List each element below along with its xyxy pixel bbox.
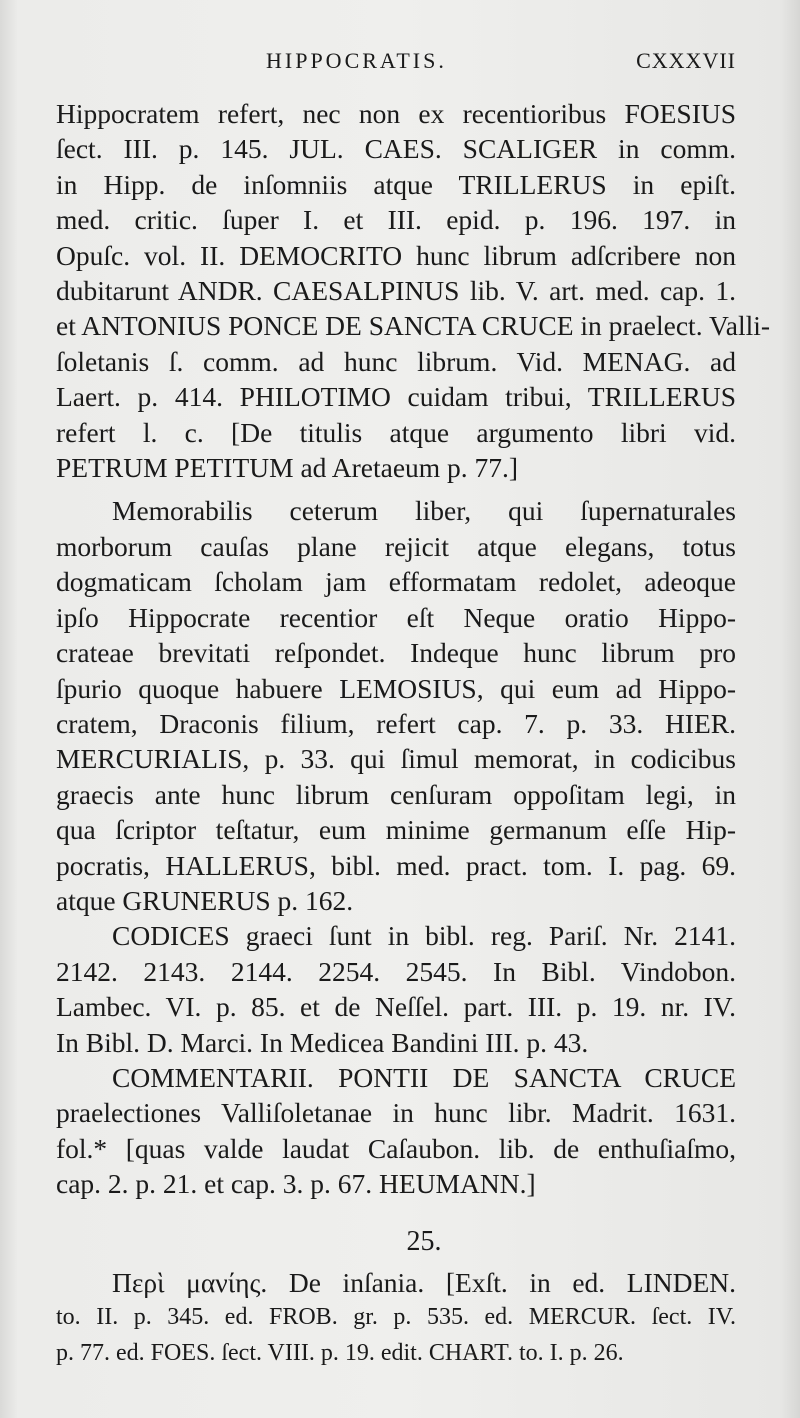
text-line: Lambec. VI. p. 85. et de Neſſel. part. III. p. 19. nr. IV. [56,991,736,1023]
paragraph-memorabilis [56,493,736,918]
section-number: 25. [406,1225,442,1257]
text-line: to. II. p. 345. ed. FROB. gr. p. 535. ed. MERCUR. ſect. IV. [56,1304,736,1331]
text-line: ipſo Hippocrate recentior eſt Neque oratio Hippo- [56,601,736,633]
text-line: p. 77. ed. FOES. ſect. VIII. p. 19. edit. CHART. to. I. p. 26. [56,1339,624,1366]
text-line: atque GRUNERUS p. 162. [56,884,354,916]
paragraph-codices [56,918,736,1060]
text-line: fol.* [quas valde laudat Caſaubon. lib. de enthuſiaſmo, [56,1132,736,1164]
text-line: praelectiones Valliſoletanae in hunc libr. Madrit. 1631. [56,1097,736,1129]
text-line: graecis ante hunc librum cenſuram oppoſitam legi, in [56,778,736,810]
text-line: dubitarunt ANDR. CAESALPINUS lib. V. art. med. cap. 1. [56,275,736,307]
text-line: Memorabilis ceterum liber, qui ſupernaturales [112,495,736,527]
text-line: morborum cauſas plane rejicit atque elegans, totus [56,530,736,562]
text-line: ſoletanis ſ. comm. ad hunc librum. Vid. MENAG. ad [56,345,736,377]
paragraph-de-insania [56,1265,736,1371]
text-line: dogmaticam ſcholam jam efformatam redolet, adeoque [56,566,736,598]
running-title: HIPPOCRATIS. [266,48,447,73]
text-line: ſect. III. p. 145. JUL. CAES. SCALIGER in comm. [56,133,736,165]
text-line: Opuſc. vol. II. DEMOCRITO hunc librum adſcribere non [56,239,736,271]
text-line: qua ſcriptor teſtatur, eum minime germanum eſſe Hip- [56,814,736,846]
text-line: In Bibl. D. Marci. In Medicea Bandini III. p. 43. [56,1026,589,1058]
page-number: CXXXVII [636,48,736,73]
text-line: MERCURIALIS, p. 33. qui ſimul memorat, in codicibus [56,743,736,775]
paragraph-commentarii [56,1060,736,1202]
text-line: Laert. p. 414. PHILOTIMO cuidam tribui, TRILLERUS [56,381,736,413]
text-line: Περὶ μανίης. De inſania. [Exſt. in ed. LINDEN. [112,1267,736,1298]
text-line: crateae brevitati reſpondet. Indeque hunc librum pro [56,637,736,669]
text-line: PETRUM PETITUM ad Aretaeum p. 77.] [56,452,519,484]
text-line: ſpurio quoque habuere LEMOSIUS, qui eum ad Hippo- [56,672,736,704]
text-line: cap. 2. p. 21. et cap. 3. p. 67. HEUMANN.] [56,1168,536,1200]
text-line: CODICES graeci ſunt in bibl. reg. Pariſ. Nr. 2141. [112,920,736,952]
text-line: cratem, Draconis filium, refert cap. 7. p. 33. HIER. [56,707,736,739]
text-line: COMMENTARII. PONTII DE SANCTA CRUCE [112,1061,736,1093]
text-line: pocratis, HALLERUS, bibl. med. pract. tom. I. pag. 69. [56,849,736,881]
text-body [56,96,771,1371]
paragraph-references [56,96,771,485]
text-line: et ANTONIUS PONCE DE SANCTA CRUCE in praelect. Valli- [56,310,771,342]
text-line: Hippocratem refert, nec non ex recentioribus FOESIUS [56,98,736,129]
text-line: refert l. c. [De titulis atque argumento libri vid. [56,416,736,448]
text-line: med. critic. ſuper I. et III. epid. p. 196. 197. in [56,204,736,236]
text-line: in Hipp. de inſomniis atque TRILLERUS in epiſt. [56,168,736,200]
text-line: 2142. 2143. 2144. 2254. 2545. In Bibl. Vindobon. [56,955,736,987]
page-header [0,44,800,84]
